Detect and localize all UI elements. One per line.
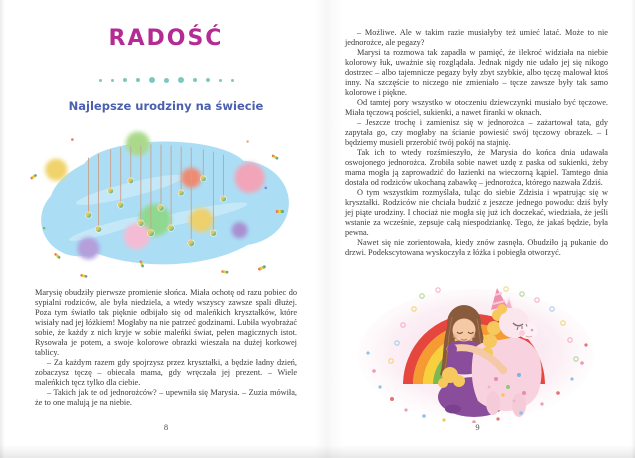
- paragraph: – Za każdym razem gdy spojrzysz przez kryształki, a będzie ładny dzień, zobaczysz tęczę – obiecała mama, gdy wręczała jej prezent. – Wiele maleńkich tęcz tylko dla ciebie.: [35, 358, 297, 387]
- left-page-text: [35, 288, 297, 408]
- paragraph: Marysi ta rozmowa tak zapadła w pamięć, że ilekroć widziała na niebie kolorowy łuk, uważnie się rozglądała. Jednak nigdy nie udało jej się nikogo dostrzec – albo tajemnicze pegazy były zbyt szybkie, albo tęczę malował ktoś inny. Na szczęście to niczego nie zmieniało – tęcze zawsze były tak samo kolorowe i piękne.: [345, 48, 608, 97]
- paragraph: – Jeszcze trochę i zamienisz się w jednorożca – zażartował tata, gdy zapytała go, czy mogłaby na ścianie powiesić swój tęczowy obrazek. – I będziemy musieli przerobić twój pokój na stajnię.: [345, 118, 608, 147]
- chapter-title: RADOŚĆ: [108, 26, 224, 51]
- crystal-cloud-svg: [24, 127, 298, 287]
- page-gutter: [314, 0, 344, 458]
- right-page-text: [345, 28, 608, 258]
- paragraph: Marysię obudziły pierwsze promienie słońca. Miała ochotę od razu pobiec do sypialni rodziców, ale była niedziela, a wtedy wszyscy zawsze spali dłużej. Poza tym światło tak pięknie odbijało się od maleńkich kryształków, które wisiały nad jej łóżkiem! Mogłaby na nie patrzeć godzinami. Lubiła wyobrażać sobie, że każdy z nich kryje w sobie maleńki świat, pełen magicznych istot. Rysowała je potem, a swoje kolorowe obrazki wieszała na dużej korkowej tablicy.: [35, 288, 297, 357]
- scan-edge-left: [0, 0, 5, 458]
- crystal-cloud-illustration: [24, 127, 298, 287]
- scan-edge-bottom: [0, 445, 635, 458]
- page-number-left: 8: [163, 422, 169, 432]
- paragraph: – Takich jak te od jednorożców? – upewniła się Marysia. – Zuzia mówiła, że to one malują je na niebie.: [35, 388, 297, 407]
- scan-edge-right: [631, 0, 635, 458]
- paragraph: Od tamtej pory wszystko w otoczeniu dziewczynki musiało być tęczowe. Miała tęczową pościel, sukienki, a nawet firanki w oknach.: [345, 98, 608, 117]
- story-title: Najlepsze urodziny na świecie: [68, 99, 264, 113]
- paragraph: Nawet się nie zorientowała, kiedy znów zasnęła. Obudziło ją pukanie do drzwi. Podekscytowana wyskoczyła z łóżka i pobiegła otworzyć.: [345, 238, 608, 257]
- girl-unicorn-illustration: [356, 283, 596, 423]
- paragraph: – Możliwe. Ale w takim razie musiałyby też umieć latać. Może to nie jednorożce, ale pegazy?: [345, 28, 608, 47]
- dots-divider: [35, 76, 297, 84]
- girl-unicorn-svg: [356, 283, 596, 423]
- paragraph: O tym wszystkim rozmyślała, tuląc do siebie Zdzisia i wpatrując się w kryształki. Rodziców nie chciała budzić z jeszcze jednego powodu: dziś były jej piąte urodziny. I chociaż nie mogła się już ich doczekać, wiedziała, że jeśli wstanie za wcześnie, zepsuje całą niespodziankę. Tego, że jakaś będzie, była pewna.: [345, 188, 608, 237]
- page-number-right: 9: [475, 422, 480, 432]
- paragraph: Tak ich to wtedy rozśmieszyło, że Marysia do końca dnia udawała oswojonego jednorożca. Zrobiła sobie nawet uzdę z paska od sukienki, żeby mama mogła ją zaprowadzić do łazienki na wieczorną kąpiel. Tamtego dnia dostała od rodziców ukochaną zabawkę – jednorożca, którego nazwała Zdziś.: [345, 148, 608, 187]
